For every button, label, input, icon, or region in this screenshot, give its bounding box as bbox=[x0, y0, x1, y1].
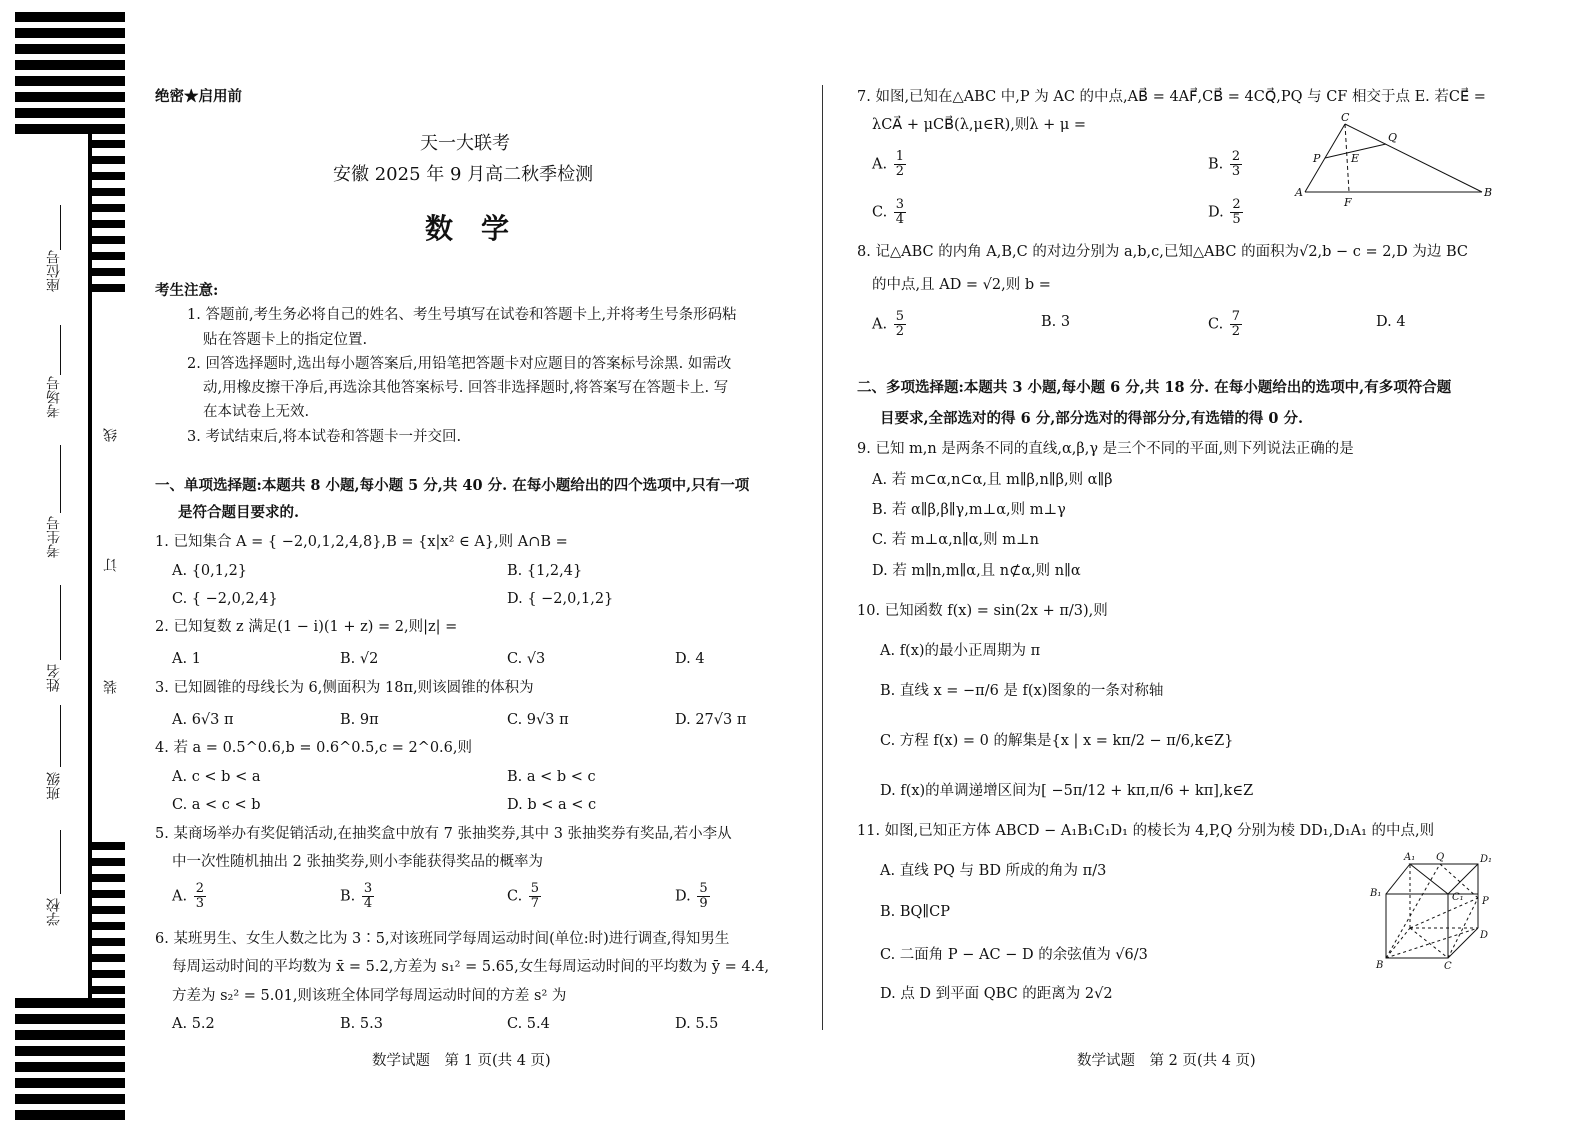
q9-option-c[interactable]: C. 若 m⊥α,n∥α,则 m⊥n bbox=[872, 532, 1039, 548]
section2-heading-cont: 目要求,全部选对的得 6 分,部分选对的得部分分,有选错的得 0 分. bbox=[880, 410, 1304, 427]
q3-option-d[interactable]: D. 27√3 π bbox=[675, 712, 747, 728]
q3-option-c[interactable]: C. 9√3 π bbox=[507, 712, 569, 728]
q7-label-f: F bbox=[1344, 196, 1352, 209]
section1-heading-cont: 是符合题目要求的. bbox=[178, 504, 300, 521]
q1-option-b[interactable]: B. {1,2,4} bbox=[507, 563, 583, 579]
field-school: 学校 bbox=[46, 898, 62, 926]
q7-triangle-figure bbox=[1290, 110, 1500, 210]
q5-option-c[interactable]: C. $\frac{5}{7}$ bbox=[507, 881, 540, 911]
q11-label-q: Q bbox=[1436, 852, 1445, 863]
q5-option-a[interactable]: A. $\frac{2}{3}$ bbox=[172, 881, 204, 911]
q7-label-p: P bbox=[1313, 152, 1321, 165]
q7-label-e: E bbox=[1351, 152, 1360, 165]
q4-stem: 4. 若 a = 0.5^0.6,b = 0.6^0.5,c = 2^0.6,则 bbox=[155, 740, 473, 756]
page-footer-1: 数学试题 第 1 页(共 4 页) bbox=[372, 1053, 551, 1069]
q11-label-b: B bbox=[1376, 960, 1384, 971]
q2-stem: 2. 已知复数 z 满足(1 − i)(1 + z) = 2,则|z| = bbox=[155, 619, 458, 635]
q4-option-a[interactable]: A. c < b < a bbox=[172, 769, 261, 785]
notice-line-5: 在本试卷上无效. bbox=[203, 404, 310, 420]
q7-option-d[interactable]: D. $\frac{2}{5}$ bbox=[1208, 197, 1241, 227]
q10-option-c[interactable]: C. 方程 f(x) = 0 的解集是{x | x = kπ/2 − π/6,k∈Z} bbox=[880, 733, 1234, 749]
q7-option-b[interactable]: B. $\frac{2}{3}$ bbox=[1208, 149, 1241, 179]
q1-option-a[interactable]: A. {0,1,2} bbox=[172, 563, 248, 579]
q4-option-d[interactable]: D. b < a < c bbox=[507, 797, 597, 813]
q2-option-c[interactable]: C. √3 bbox=[507, 651, 546, 667]
q8-option-d[interactable]: D. 4 bbox=[1376, 314, 1406, 330]
q1-option-d[interactable]: D. { −2,0,1,2} bbox=[507, 591, 614, 607]
q8-option-a[interactable]: A. $\frac{5}{2}$ bbox=[872, 309, 904, 339]
q11-label-d: D bbox=[1480, 930, 1489, 941]
q5-stem-line-2: 中一次性随机抽出 2 张抽奖券,则小李能获得奖品的概率为 bbox=[172, 854, 544, 870]
q8-stem-line-2: 的中点,且 AD = √2,则 b = bbox=[872, 277, 1051, 293]
field-school-blank[interactable] bbox=[60, 830, 61, 894]
q11-stem: 11. 如图,已知正方体 ABCD − A₁B₁C₁D₁ 的棱长为 4,P,Q 分别为棱 DD₁,D₁A₁ 的中点,则 bbox=[857, 823, 1435, 839]
q7-label-a: A bbox=[1295, 186, 1303, 199]
q7-option-c[interactable]: C. $\frac{3}{4}$ bbox=[872, 197, 905, 227]
q11-option-c[interactable]: C. 二面角 P − AC − D 的余弦值为 √6/3 bbox=[880, 947, 1148, 963]
q9-option-a[interactable]: A. 若 m⊂α,n⊂α,且 m∥β,n∥β,则 α∥β bbox=[872, 472, 1113, 488]
field-seat: 座位号 bbox=[46, 250, 62, 292]
secret-label: 绝密★启用前 bbox=[155, 88, 242, 105]
q6-option-c[interactable]: C. 5.4 bbox=[507, 1016, 550, 1032]
q11-label-c: C bbox=[1444, 961, 1452, 972]
field-class: 班级 bbox=[46, 772, 62, 800]
q4-option-c[interactable]: C. a < c < b bbox=[172, 797, 261, 813]
notice-line-2: 贴在答题卡上的指定位置. bbox=[203, 332, 368, 348]
cut-mark-xian: 线 bbox=[103, 428, 119, 442]
q9-option-d[interactable]: D. 若 m∥n,m∥α,且 n⊄α,则 n∥α bbox=[872, 563, 1081, 579]
field-name-blank[interactable] bbox=[60, 585, 61, 660]
page-footer-2: 数学试题 第 2 页(共 4 页) bbox=[1077, 1053, 1256, 1069]
q7-label-c: C bbox=[1341, 111, 1350, 124]
q6-stem-line-2: 每周运动时间的平均数为 x̄ = 5.2,方差为 s₁² = 5.65,女生每周运动时间的平均数为 ȳ = 4.4, bbox=[172, 959, 770, 975]
exam-title: 安徽 2025 年 9 月高二秋季检测 bbox=[333, 164, 594, 185]
notice-line-4: 动,用橡皮擦干净后,再选涂其他答案标号. 回答非选择题时,将答案写在答题卡上. 写 bbox=[203, 380, 729, 396]
q7-label-q: Q bbox=[1388, 131, 1398, 144]
q4-option-b[interactable]: B. a < b < c bbox=[507, 769, 596, 785]
q11-label-p: P bbox=[1482, 896, 1489, 907]
q3-stem: 3. 已知圆锥的母线长为 6,侧面积为 18π,则该圆锥的体积为 bbox=[155, 680, 534, 696]
q1-stem: 1. 已知集合 A = { −2,0,1,2,4,8},B = {x|x² ∈ A},则 A∩B = bbox=[155, 534, 568, 550]
q11-cube-figure bbox=[1368, 848, 1508, 973]
field-room-blank[interactable] bbox=[60, 325, 61, 375]
q10-option-d[interactable]: D. f(x)的单调递增区间为[ −5π/12 + kπ,π/6 + kπ],k∈Z bbox=[880, 783, 1254, 799]
q3-option-a[interactable]: A. 6√3 π bbox=[172, 712, 234, 728]
q2-option-d[interactable]: D. 4 bbox=[675, 651, 705, 667]
q11-label-c1: C₁ bbox=[1452, 892, 1464, 903]
q11-label-d1: D₁ bbox=[1480, 854, 1493, 865]
q10-option-b[interactable]: B. 直线 x = −π/6 是 f(x)图象的一条对称轴 bbox=[880, 683, 1164, 699]
q9-option-b[interactable]: B. 若 α∥β,β∥γ,m⊥α,则 m⊥γ bbox=[872, 502, 1066, 518]
q2-option-a[interactable]: A. 1 bbox=[172, 651, 201, 667]
q11-option-d[interactable]: D. 点 D 到平面 QBC 的距离为 2√2 bbox=[880, 986, 1113, 1002]
q5-option-b[interactable]: B. $\frac{3}{4}$ bbox=[340, 881, 373, 911]
field-name: 姓名 bbox=[46, 664, 62, 692]
notice-line-6: 3. 考试结束后,将本试卷和答题卡一并交回. bbox=[187, 429, 462, 445]
q5-option-d[interactable]: D. $\frac{5}{9}$ bbox=[675, 881, 708, 911]
notice-line-1: 1. 答题前,考生务必将自己的姓名、考生号填写在试卷和答题卡上,并将考生号条形码粘 bbox=[187, 307, 737, 323]
q6-option-b[interactable]: B. 5.3 bbox=[340, 1016, 383, 1032]
q6-stem-line-1: 6. 某班男生、女生人数之比为 3∶5,对该班同学每周运动时间(单位:时)进行调查,得知男生 bbox=[155, 931, 730, 947]
q3-option-b[interactable]: B. 9π bbox=[340, 712, 379, 728]
column-divider bbox=[822, 85, 823, 1030]
q11-option-b[interactable]: B. BQ∥CP bbox=[880, 904, 950, 920]
q1-option-c[interactable]: C. { −2,0,2,4} bbox=[172, 591, 278, 607]
notice-title: 考生注意: bbox=[155, 282, 219, 299]
q11-label-a1: A₁ bbox=[1404, 852, 1416, 863]
field-id-blank[interactable] bbox=[60, 445, 61, 513]
q10-option-a[interactable]: A. f(x)的最小正周期为 π bbox=[880, 643, 1041, 659]
q8-option-c[interactable]: C. $\frac{7}{2}$ bbox=[1208, 309, 1241, 339]
q7-option-a[interactable]: A. $\frac{1}{2}$ bbox=[872, 149, 904, 179]
cut-mark-ding: 订 bbox=[103, 558, 119, 572]
q7-stem-line-1: 7. 如图,已知在△ABC 中,P 为 AC 的中点,AB⃗ = 4AF⃗,CB⃗ = 4CQ⃗,PQ 与 CF 相交于点 E. 若CE⃗ = bbox=[857, 89, 1486, 105]
q6-stem-line-3: 方差为 s₂² = 5.01,则该班全体同学每周运动时间的方差 s² 为 bbox=[172, 988, 567, 1004]
subject-title: 数 学 bbox=[425, 212, 510, 245]
cut-mark-zhuang: 装 bbox=[103, 680, 119, 694]
q7-stem-line-2: λCA⃗ + μCB⃗(λ,μ∈R),则λ + μ = bbox=[872, 117, 1087, 133]
q9-stem: 9. 已知 m,n 是两条不同的直线,α,β,γ 是三个不同的平面,则下列说法正确的是 bbox=[857, 441, 1354, 457]
q10-stem: 10. 已知函数 f(x) = sin(2x + π/3),则 bbox=[857, 603, 1108, 619]
q6-option-a[interactable]: A. 5.2 bbox=[172, 1016, 215, 1032]
q6-option-d[interactable]: D. 5.5 bbox=[675, 1016, 719, 1032]
q7-label-b: B bbox=[1484, 186, 1493, 199]
org-title: 天一大联考 bbox=[420, 133, 510, 154]
q2-option-b[interactable]: B. √2 bbox=[340, 651, 379, 667]
field-id: 考生号 bbox=[46, 516, 62, 558]
q5-stem-line-1: 5. 某商场举办有奖促销活动,在抽奖盒中放有 7 张抽奖券,其中 3 张抽奖券有奖品,若小李从 bbox=[155, 826, 732, 842]
field-room: 考场号 bbox=[46, 376, 62, 418]
section2-heading: 二、多项选择题:本题共 3 小题,每小题 6 分,共 18 分. 在每小题给出的选项中,有多项符合题 bbox=[857, 379, 1452, 396]
field-class-blank[interactable] bbox=[60, 705, 61, 767]
section1-heading: 一、单项选择题:本题共 8 小题,每小题 5 分,共 40 分. 在每小题给出的四个选项中,只有一项 bbox=[155, 477, 750, 494]
field-seat-blank[interactable] bbox=[60, 205, 61, 250]
notice-line-3: 2. 回答选择题时,选出每小题答案后,用铅笔把答题卡对应题目的答案标号涂黑. 如需改 bbox=[187, 356, 732, 372]
q8-option-b[interactable]: B. 3 bbox=[1041, 314, 1071, 330]
q11-label-b1: B₁ bbox=[1370, 888, 1382, 899]
q8-stem-line-1: 8. 记△ABC 的内角 A,B,C 的对边分别为 a,b,c,已知△ABC 的面积为√2,b − c = 2,D 为边 BC bbox=[857, 244, 1468, 260]
q11-option-a[interactable]: A. 直线 PQ 与 BD 所成的角为 π/3 bbox=[880, 863, 1107, 879]
